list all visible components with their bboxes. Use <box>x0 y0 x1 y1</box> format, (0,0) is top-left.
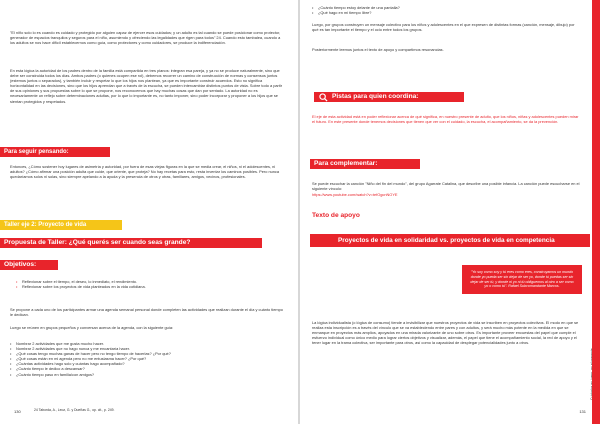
guide-question: • ¿Qué hago en mi tiempo libre? <box>312 10 582 15</box>
objective-item: • Reflexionar sobre los proyectos de vida planteados en la vida cotidiana. <box>16 284 276 289</box>
quote-box: "Yo soy como soy y tú eres como eres, construyamos un mundo donde yo pueda ser sin dejar de ser yo, donde tú puedas ser sin dejar de ser tú, y donde ni yo ni tú obliguemos al otro a ser como yo o como tú". Rafael Subcomandante Marcos. <box>462 265 582 294</box>
left-page <box>0 0 298 424</box>
youtube-link[interactable]: https://www.youtube.com/watch?v=tefOgcnNOYE <box>312 192 398 197</box>
right-page <box>300 0 600 424</box>
guide-intro: Luego se reúnen en grupos pequeños y conversan acerca de la agenda, con la siguiente guía: <box>10 325 174 330</box>
support-reading-paragraph: Posteriormente leemos juntos el texto de apoyo y compartimos resonancias. <box>312 47 444 52</box>
authority-paragraph: En esta lógica la autoridad de los padres dentro de la familia está compartida en tres planos: integran esa pareja, y ya no se produce naturalmente, sino que debe ser construida todos los días. Ambos padres (o quienes ocupen ese rol), debemos recorrer un camino de construcción de normas y consensos juntos (estemos juntos o separados), y también incluir y respetar lo que los hijos nos plantean, ya que es importante construir acuerdos. Esto no significa horizontalidad en las decisiones, sino que los hijos aprendan que a través de la escucha, se pueden intercambiar distintos puntos de vista. Sobre todo a partir de sus opiniones y sus propuestas sobre lo que se propone, nos reconocemos que hay muchas cosas que dan por sentado. La autoridad no es necesariamente un reflejo sobre determinaciones adultas, por lo que lo importante es, no tanto imponer, sino poder incorporar y proponer a los hijos que se sientan protegidos y respetados. <box>10 68 283 104</box>
complement-paragraph: Se puede escuchar la canción "Niño del fin del mundo", del grupo Agarrate Catalina, que describe una posible infancia. La canción puede escucharse en el siguiente vínculo: <box>312 181 580 192</box>
collective-message-paragraph: Luego, por grupos construyen un mensaje colectivo para los niños y adolescentes en el que expresen de distintas formas (canción, mensaje, dibujo) por qué es tan importante el tiempo y el ocio entre todos los grupos. <box>312 22 575 33</box>
objective-item: • Reflexionar sobre el tiempo, el deseo, lo inmediato, el rendimiento. <box>16 279 276 284</box>
guide-question: • ¿Cuánto tiempo le dedico a descansar? <box>10 366 286 371</box>
guide-question: • Nombrar 2 actividades que me gusta mucho hacer. <box>10 341 286 346</box>
individualist-logic-paragraph: La lógica individualista (o lógica de consumo) tiende a invisibilizar que nuestros proyectos de vida se inscriben en proyectos colectivos. El modo en que se realiza esta inscripción es a través del vínculo que se va estableciendo entre pares y con adultos, y será mucho más potente en la medida en que se enmarque en proyectos más amplios, apoyados en una mirada valorizante de uno sobre otros. Es importante proveer encuestas del papel que cumple el esfuerzo individual como único medio para lograr ciertos objetivos y visualizar, además, el papel que tiene el acompañamiento social, la red de apoyo y el tener lugar en la trama colectiva, ser importante para otros, así como la capacidad de desplegar potencialidades junto a otros. <box>312 320 579 346</box>
guide-question: • Nombrar 2 actividades que no hago nunca y me encantaría hacer. <box>10 346 286 351</box>
coordinator-clues-title <box>314 92 464 102</box>
top-questions-list <box>312 5 582 15</box>
proposal-title: Propuesta de Taller: ¿Qué querés ser cuando seas grande? <box>0 238 262 248</box>
page-number-right: 131 <box>579 409 586 414</box>
guide-question: • ¿Qué cosas tengo muchas ganas de hacer pero no tengo tiempo de hacerlas? ¿Por qué? <box>10 351 286 356</box>
support-text-title: Texto de apoyo <box>312 212 360 219</box>
intro-paragraph: "El niño solo lo es cuando es cuidado y protegido por alguien capaz de ejercer esos cuidados; y un adulto es tal cuando se puede posicionar como protector, generador de espacios tranquilos y seguros para el niño, asumiendo y ofreciendo las legalidades que rigen para todos" 24. Cuando esto tambalea, cuando a los adultos se nos hace difícil establecernos como guía, como protectores y como cuidadores, se produce la indiferenciación. <box>10 30 281 46</box>
keep-thinking-paragraph: Entonces, ¿Cómo sostener hoy lugares de asimetría y autoridad, por fuera de esas viejas figuras en la que se media crear, el niños, ni el adolescentes, ni adultos? ¿Cómo afirmar una posición adulta que cuide, que oriente, que proteja? No hay recetas para esto, resta inventar los caminos posibles. Pero nunca quedaríamos solos ni solas, sino siempre apelando a la ayuda y la presencia de otros y otras, familiares, amigos, vecinos, profesionales. <box>10 164 280 180</box>
footnote: 24 Taborda, A., Leoz, G. y Dueñas G., op. cit., p. 249. <box>34 408 115 412</box>
section-title-keep-thinking: Para seguir pensando: <box>0 147 110 157</box>
activity-paragraph: Se propone a cada uno de los participantes armar una agenda semanal personal donde completen las actividades que realizan durante el día y cuánto tiempo le dedican. <box>10 307 283 318</box>
guide-question: • ¿Cuánto tiempo paso en familia/con amigos? <box>10 372 286 377</box>
guide-question: • ¿Cuánto tiempo estoy delante de una pantalla? <box>312 5 582 10</box>
objectives-list <box>16 279 276 289</box>
guide-question: • ¿Qué cosas están en mi agenda pero no me entusiasma hacer? ¿Por qué? <box>10 356 286 361</box>
right-edge-band <box>592 0 600 424</box>
workshop-label: Taller eje 2: Proyecto de vida <box>0 220 122 230</box>
guide-question: • ¿Cuántas actividades hago solo y cuántas hago acompañado? <box>10 361 286 366</box>
search-icon <box>319 93 328 106</box>
coordinator-clues-label: Pistas para quien coordina: <box>332 93 419 100</box>
page-number-left: 130 <box>14 409 21 414</box>
coordinator-clues-text: El eje de esta actividad está en poder reflexionar acerca de qué significa, en nuestro presente de adulto, que los niños, niñas y adolescentes pueden mirar el futuro. En este presente donde tenemos decisiones que tienen que ver con el cuidado, la escucha, el acompañamiento, se da la prevención. <box>312 114 579 125</box>
guide-questions-list <box>10 341 286 377</box>
objectives-title: Objetivos: <box>0 260 58 270</box>
projects-title: Proyectos de vida en solidaridad vs. proyectos de vida en competencia <box>310 234 590 247</box>
complement-title: Para complementar: <box>310 159 420 169</box>
